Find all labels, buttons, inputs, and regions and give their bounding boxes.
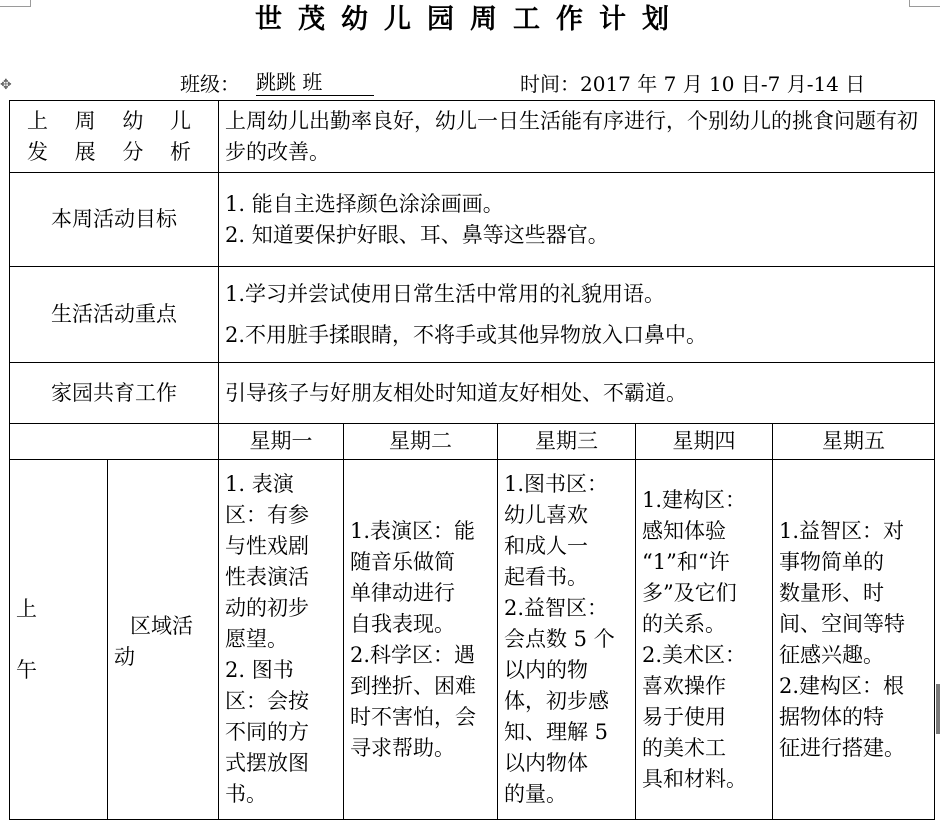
- development-analysis-text: 上周幼儿出勤率良好，幼儿一日生活能有序进行，个别幼儿的挑食问题有初步的改善。: [219, 101, 935, 173]
- plan-line: 具和材料。: [642, 766, 747, 791]
- plan-line: 寻求帮助。: [350, 735, 455, 760]
- table-row: [10, 101, 935, 173]
- plan-line: 的关系。: [642, 611, 726, 636]
- life-activity-item: 2.不用脏手揉眼睛，不将手或其他异物放入口鼻中。: [225, 322, 708, 347]
- activity-type-cell: [108, 460, 219, 820]
- plan-line: 与性戏剧: [225, 534, 309, 558]
- plan-line: 的美术工: [642, 735, 726, 760]
- morning-activity-row: [10, 460, 935, 820]
- plan-line: 1.图书区：: [504, 472, 609, 496]
- plan-line: 以内物体: [504, 751, 588, 775]
- weekly-plan-table: [9, 100, 935, 820]
- plan-line: 区：会按: [225, 689, 309, 713]
- development-label-line: 发 展 分 析: [26, 139, 202, 164]
- plan-line: 1.建构区：: [642, 487, 747, 512]
- plan-line: 据物体的特: [779, 704, 884, 729]
- plan-line: 2.美术区：: [642, 642, 747, 667]
- table-row: [10, 173, 935, 267]
- table-move-handle-icon[interactable]: ✥: [0, 77, 12, 93]
- plan-line: 2.建构区：根: [779, 673, 905, 698]
- weekday-header: 星期五: [773, 424, 935, 460]
- plan-line: 以内的物: [504, 658, 588, 682]
- activity-type-label: 动: [114, 645, 135, 669]
- weekly-goals-cell: [219, 173, 935, 267]
- plan-line: 到挫折、困难: [350, 673, 476, 698]
- plan-line: 单律动进行: [350, 580, 455, 605]
- life-activity-cell: [219, 267, 935, 363]
- development-label: [10, 101, 219, 173]
- plan-line: 区：有参: [225, 503, 309, 527]
- plan-line: 1.益智区：对: [779, 518, 905, 543]
- friday-plan: [773, 460, 935, 820]
- weekday-header-row: [10, 424, 935, 460]
- document-title: 世茂幼儿园周工作计划: [255, 4, 685, 35]
- time-value: 2017 年 7 月 10 日-7 月-14 日: [580, 72, 866, 96]
- home-coeducation-text: 引导孩子与好朋友相处时知道友好相处、不霸道。: [219, 363, 935, 424]
- weekly-goal-item: 2. 知道要保护好眼、耳、鼻等这些器官。: [225, 222, 609, 247]
- plan-line: 1.表演区：能: [350, 518, 476, 543]
- plan-line: 易于使用: [642, 704, 726, 729]
- life-activity-label: 生活活动重点: [10, 267, 219, 363]
- plan-line: 式摆放图: [225, 751, 309, 775]
- plan-line: 时不害怕，会: [350, 704, 476, 729]
- tuesday-plan: [344, 460, 498, 820]
- plan-line: 2.益智区：: [504, 596, 609, 620]
- plan-line: 间、空间等特: [779, 611, 905, 636]
- plan-line: 随音乐做简: [350, 549, 455, 574]
- plan-line: 征进行搭建。: [779, 735, 905, 760]
- thursday-plan: [636, 460, 773, 820]
- period-cell: [10, 460, 108, 820]
- plan-line: 1. 表演: [225, 472, 294, 496]
- weekday-header: 星期三: [498, 424, 636, 460]
- plan-line: 多”及它们: [642, 580, 737, 605]
- plan-line: 动的初步: [225, 596, 309, 620]
- plan-line: 自我表现。: [350, 611, 455, 636]
- plan-line: 起看书。: [504, 565, 588, 589]
- class-label: 班级：: [180, 72, 240, 96]
- weekday-header: 星期二: [344, 424, 498, 460]
- plan-line: 幼儿喜欢: [504, 503, 588, 527]
- period-label: 上: [16, 596, 37, 621]
- plan-line: 2.科学区：遇: [350, 642, 476, 667]
- plan-line: 数量形、时: [779, 580, 884, 605]
- plan-line: 喜欢操作: [642, 673, 726, 698]
- document-meta: [0, 70, 940, 98]
- plan-line: 性表演活: [225, 565, 309, 589]
- plan-line: 的量。: [504, 782, 567, 806]
- weekly-goals-label: 本周活动目标: [10, 173, 219, 267]
- development-label-line: 上 周 幼 儿: [26, 108, 202, 133]
- table-row: [10, 267, 935, 363]
- time-label: 时间：: [520, 72, 580, 96]
- activity-type-label: 区域活: [130, 614, 193, 638]
- plan-line: 愿望。: [225, 627, 288, 651]
- plan-line: 和成人一: [504, 534, 588, 558]
- plan-line: 会点数 5 个: [504, 627, 615, 651]
- plan-line: 感知体验: [642, 518, 726, 543]
- weekday-header: 星期一: [219, 424, 344, 460]
- plan-line: 书。: [225, 782, 267, 806]
- plan-line: “1”和“许: [642, 549, 730, 574]
- weekday-header-blank: [10, 424, 219, 460]
- plan-line: 事物简单的: [779, 549, 884, 574]
- period-label: 午: [16, 657, 37, 682]
- plan-line: 2. 图书: [225, 658, 294, 682]
- weekly-goal-item: 1. 能自主选择颜色涂涂画画。: [225, 191, 504, 216]
- plan-line: 知、理解 5: [504, 720, 609, 744]
- table-row: [10, 363, 935, 424]
- wednesday-plan: [498, 460, 636, 820]
- life-activity-item: 1.学习并尝试使用日常生活中常用的礼貌用语。: [225, 281, 666, 306]
- plan-line: 征感兴趣。: [779, 642, 884, 667]
- scrollbar-thumb[interactable]: [936, 684, 940, 734]
- plan-line: 体，初步感: [504, 689, 609, 713]
- class-value: 跳跳 班: [256, 70, 374, 96]
- monday-plan: [219, 460, 344, 820]
- plan-line: 不同的方: [225, 720, 309, 744]
- weekday-header: 星期四: [636, 424, 773, 460]
- home-coeducation-label: 家园共育工作: [10, 363, 219, 424]
